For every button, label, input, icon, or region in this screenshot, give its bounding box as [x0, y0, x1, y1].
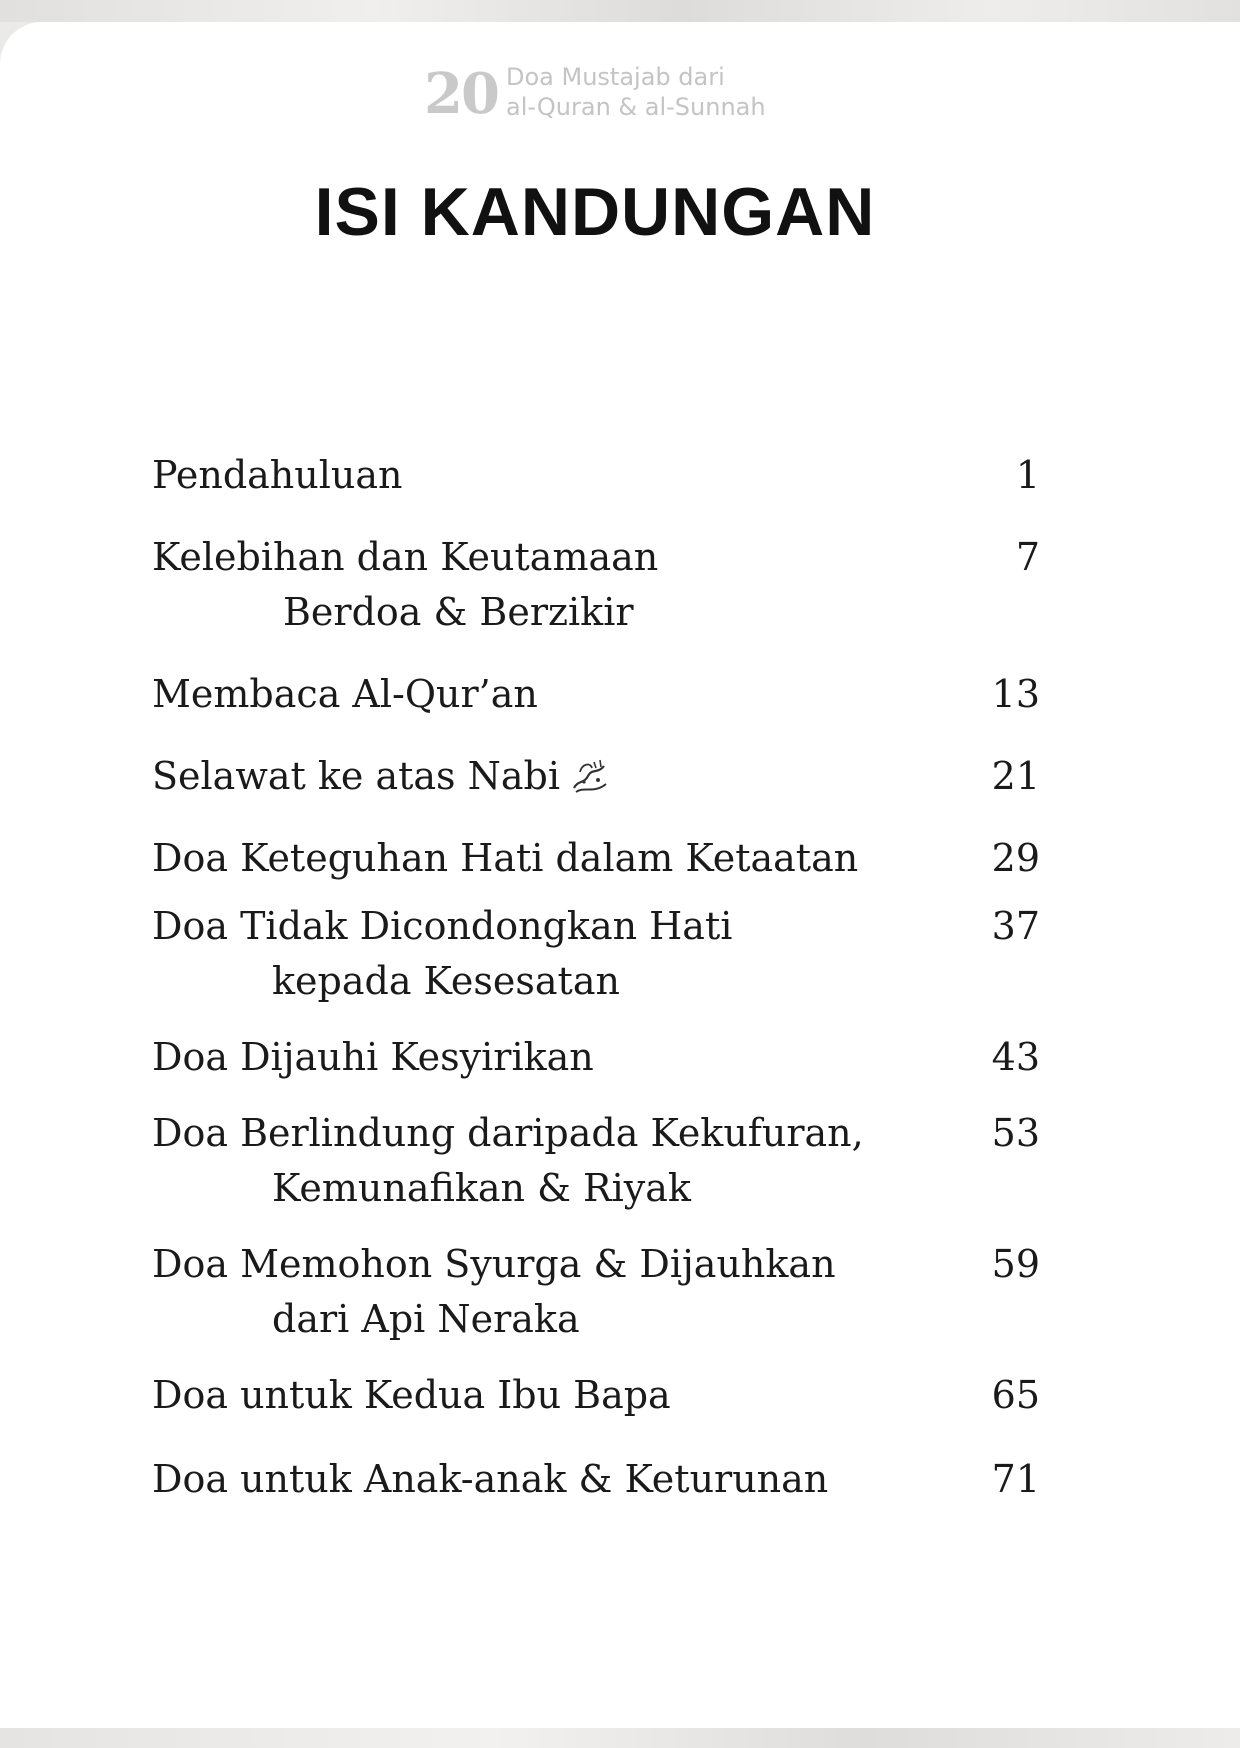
toc-page-number: 59: [991, 1242, 1040, 1286]
toc-entry: [152, 749, 1040, 804]
toc-entry-title: Membaca Al-Qur’an: [152, 672, 538, 716]
table-of-contents: [152, 448, 1040, 1507]
toc-entry-continuation: dari Api Neraka: [272, 1297, 580, 1341]
page-title: ISI KANDUNGAN: [314, 174, 876, 250]
toc-entry-title: Doa untuk Anak-anak & Keturunan: [152, 1457, 829, 1501]
toc-entry: [152, 530, 1040, 640]
toc-page-number: 53: [991, 1111, 1040, 1155]
toc-entry-continuation: Berdoa & Berzikir: [283, 590, 634, 634]
toc-page-number: 65: [991, 1373, 1040, 1417]
toc-page-number: 29: [991, 836, 1040, 880]
header-line-1: Doa Mustajab dari: [506, 63, 725, 91]
toc-entry: [152, 448, 1040, 503]
toc-entry-title: Selawat ke atas Nabi: [152, 754, 560, 798]
toc-page-number: 71: [991, 1457, 1040, 1501]
book-title-mark: [424, 62, 824, 142]
toc-page-number: 21: [991, 754, 1040, 798]
toc-entry: [152, 831, 1040, 886]
background-bottom-strip: [0, 1728, 1240, 1748]
header-number: 20: [424, 61, 498, 127]
toc-entry: [152, 1368, 1040, 1423]
toc-entry: [152, 1452, 1040, 1507]
toc-page-number: 37: [991, 904, 1040, 948]
toc-entry: [152, 667, 1040, 722]
header-line-2: al-Quran & al-Sunnah: [506, 93, 766, 121]
toc-page-number: 13: [991, 672, 1040, 716]
sallallahu-alaihi-wasallam-icon: [568, 754, 612, 798]
toc-entry-title: Pendahuluan: [152, 453, 403, 497]
toc-entry-title: Doa untuk Kedua Ibu Bapa: [152, 1373, 671, 1417]
toc-entry-title: Doa Memohon Syurga & Dijauhkan: [152, 1242, 836, 1286]
toc-entry-continuation: Kemunafikan & Riyak: [272, 1166, 691, 1210]
toc-page-number: 43: [991, 1035, 1040, 1079]
toc-entry-title: Kelebihan dan Keutamaan: [152, 535, 659, 579]
toc-entry: [152, 1106, 1040, 1216]
toc-entry: [152, 1030, 1040, 1085]
toc-entry-title: Doa Dijauhi Kesyirikan: [152, 1035, 594, 1079]
toc-entry: [152, 899, 1040, 1009]
toc-entry-title: Doa Berlindung daripada Kekufuran,: [152, 1111, 864, 1155]
toc-page-number: 7: [1015, 535, 1040, 579]
toc-entry-continuation: kepada Kesesatan: [272, 959, 620, 1003]
toc-page-number: 1: [1015, 453, 1040, 497]
toc-entry: [152, 1237, 1040, 1347]
toc-entry-title: Doa Keteguhan Hati dalam Ketaatan: [152, 836, 859, 880]
background-top-strip: [0, 0, 1240, 22]
toc-entry-title: Doa Tidak Dicondongkan Hati: [152, 904, 733, 948]
